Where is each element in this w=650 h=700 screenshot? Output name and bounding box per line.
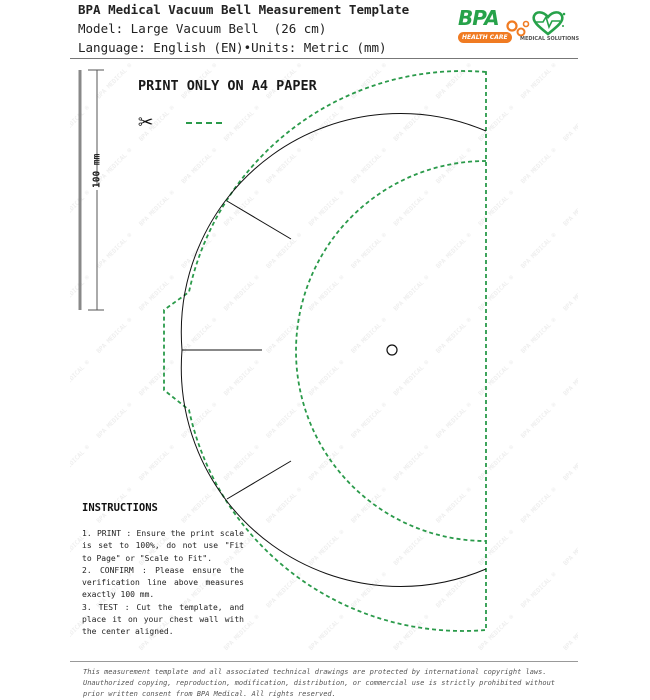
- print-notice: PRINT ONLY ON A4 PAPER: [138, 78, 317, 94]
- logo-badge: HEALTH CARE: [458, 32, 512, 43]
- cut-line-legend: [186, 122, 222, 124]
- footer-divider: [70, 661, 578, 662]
- instructions: [82, 502, 244, 639]
- logo-subtitle: MEDICAL SOLUTIONS: [520, 36, 580, 42]
- logo-brand: BPA: [458, 6, 499, 30]
- model-line: Model: Large Vacuum Bell (26 cm): [78, 21, 327, 36]
- instruction-test: 3. TEST : Cut the template, and place it on your chest wall with the center aligned.: [82, 602, 244, 637]
- instructions-title: INSTRUCTIONS: [82, 502, 158, 514]
- scissors-icon: ✂: [138, 107, 154, 136]
- language-units-line: Language: English (EN)•Units: Metric (mm): [78, 40, 387, 55]
- document-title: BPA Medical Vacuum Bell Measurement Template: [78, 2, 410, 17]
- copyright-notice: This measurement template and all associated technical drawings are protected by international copyright laws. Unauthorized copying, reproduction, modification, distribution, or commercial use is strictly prohibited without prior written consent from BPA Medical. All rights reserved.: [83, 668, 556, 698]
- instruction-print: 1. PRINT : Ensure the print scale is set to 100%, do not use "Fit to Page" or "Scale to Fit".: [82, 529, 244, 563]
- instruction-confirm: 2. CONFIRM : Please ensure the verification line above measures exactly 100 mm.: [82, 565, 244, 600]
- ruler-label-text: [92, 186, 103, 190]
